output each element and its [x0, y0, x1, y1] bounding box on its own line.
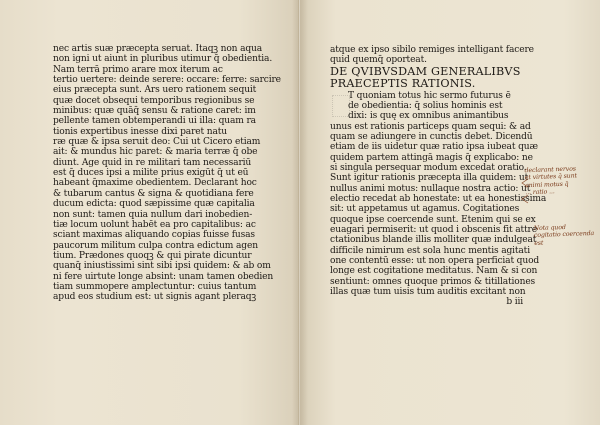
- text-line: quæ docet obsequi temporibus regionibus se: [53, 95, 255, 106]
- annotation-line: est: [534, 239, 544, 247]
- text-line: ni fere uirtute longe absint: unam tamen obedien: [53, 271, 274, 282]
- initial-space: [332, 95, 350, 117]
- text-line: ducum edicta: quod sæpissime quæ capitalia: [53, 199, 255, 210]
- text-line: apud eos studium est: ut signis agant pleraqꝫ: [53, 292, 256, 303]
- text-line: etiam de iis uidetur quæ ratio ipsa iubeat quæ: [330, 142, 538, 153]
- text-line: tertio uertere: deinde serere: occare: ferre: sarcire: [53, 75, 281, 86]
- text-line: pellente tamen obtemperandi ui illa: quam ra: [53, 116, 256, 127]
- text-line: habeant q̄maxime obedientem. Declarant hoc: [53, 178, 257, 189]
- heading-line: PRAECEPTIS RATIONIS.: [330, 77, 476, 91]
- text-line: T quoniam totus hic sermo futurus ē: [348, 90, 511, 101]
- text-line: one contentū esse: ut non opera perficiat quod: [330, 256, 540, 266]
- text-line: de obedientia: q̄ solius hominis est: [348, 100, 503, 111]
- text-line: quidem partem attingā magis q̄ explicabo: ne: [330, 152, 533, 163]
- text-line: sentiunt: omnes quoque primos & titillationes: [330, 276, 536, 287]
- text-line: quanq̄ iniustissimi sint sibi ipsi quidem: & ab om: [53, 261, 271, 272]
- text-line: tiæ locum uolunt habēt ea pro capitalibus: ac: [53, 219, 256, 230]
- text-line: electio recedat ab honestate: ut ea honestissima: [330, 193, 547, 204]
- text-line: ctationibus blande illis molliter quæ indulgeat: [330, 235, 537, 246]
- text-line: Nam terrā primo arare mox iterum ac: [53, 64, 223, 75]
- text-line: ræ quæ & ipsa seruit deo: Cui ut Cicero etiam: [53, 137, 261, 148]
- text-line: & tubarum cantus & signa & quotidiana fere: [53, 188, 254, 199]
- text-line: non sunt: tamen quia nullum dari inobedien-: [53, 209, 253, 220]
- text-line: paucorum militum culpa contra edictum agen: [53, 240, 258, 251]
- marginal-note-1: [525, 165, 598, 197]
- annotation-line: ... ratio ...: [525, 188, 555, 197]
- annotation-line: declarant nervos: [524, 165, 576, 175]
- text-line: difficile nimirum est sola hunc mentis agitati: [330, 245, 530, 256]
- text-line: quid quemq̄ oporteat.: [330, 55, 427, 66]
- text-line: tium. Prædones quoqꝫ & qui pirate dicuntur: [53, 250, 252, 261]
- text-line: quoque ipse coercende sunt. Etenim qui se ex: [330, 214, 536, 225]
- text-line: euagari permiserit: ut quod i obscenis fit attre: [330, 224, 537, 235]
- annotation-line: cogitatio coercenda: [533, 230, 595, 240]
- marginal-note-2: [534, 223, 595, 247]
- text-line: Sunt igitur rationis præcepta illa quidem: ut: [330, 173, 529, 184]
- annotation-line: et virtutes q̄ sunt: [524, 172, 578, 182]
- text-line: nullus animi motus: nullaque nostra actio: ut: [330, 183, 531, 194]
- text-line: longe est cogitatione meditatus. Nam & si con: [330, 266, 538, 277]
- text-line: tionis expertibus inesse dixi paret natu: [53, 126, 227, 137]
- text-line: est q̄ duces ipsi a milite prius exigūt q̄ ut eū: [53, 168, 249, 179]
- text-line: diunt. Age quid in re militari tam necessariū: [53, 157, 252, 168]
- signature-mark: b iii: [506, 297, 523, 308]
- text-line: quam se adiungere in cunctis debet. Dicendū: [330, 131, 533, 142]
- text-line: sit: ut appetamus ut agamus. Cogitationes: [330, 204, 520, 215]
- annotation-line: animi motus q̄: [525, 180, 569, 190]
- text-line: minibus: quæ quāq̄ sensu & ratione caret: im: [53, 106, 256, 117]
- text-line: nec artis suæ præcepta seruat. Itaqꝫ non aqua: [53, 44, 263, 54]
- chapter-heading: [330, 66, 525, 91]
- heading-line: DE QVIBVSDAM GENERALIBVS: [330, 64, 521, 78]
- chapter-intro: [330, 45, 534, 66]
- text-line: si singula persequar modum excedat oratio.: [330, 162, 527, 173]
- text-line: illas quæ tum uisis tum auditis excitant non: [330, 287, 526, 298]
- text-line: unus est rationis particeps quam sequi: & ad: [330, 121, 531, 132]
- text-line: sciant maximas aliquando copias fuisse fusas: [53, 230, 255, 241]
- text-line: atque ex ipso sibilo remiges intelligant facere: [330, 45, 534, 55]
- text-line: tiam summopere amplectuntur: cuius tantum: [53, 281, 257, 292]
- book-gutter: [292, 0, 308, 425]
- text-line: ait: & mundus hic paret: & maria terræ q̄ obe: [53, 147, 258, 158]
- left-page-text: [53, 44, 281, 303]
- annotation-line: Nota quod: [533, 223, 566, 233]
- text-line: eius præcepta sunt. Ars uero rationem sequit: [53, 85, 257, 96]
- text-line: non igni ut aiunt in pluribus utimur q̄ obedientia.: [53, 54, 273, 65]
- text-line: dixi: is quę ex omnibus animantibus: [348, 111, 509, 122]
